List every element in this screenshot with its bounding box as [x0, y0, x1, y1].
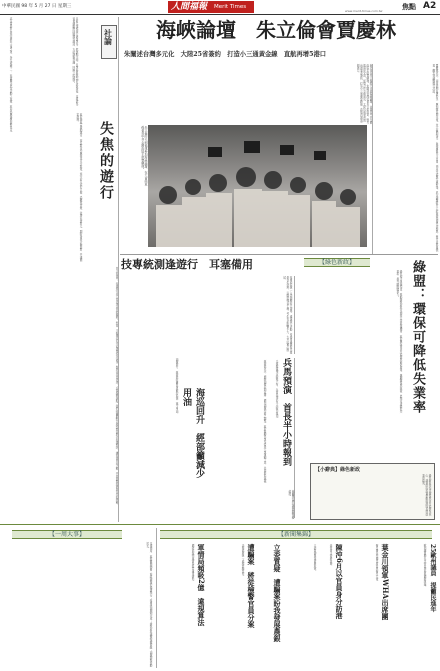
- green-headline: 綠盟：環保可降低失業率: [410, 260, 425, 414]
- section-label: 焦點: [402, 2, 416, 11]
- date-line: 中華民國 98 年 5 月 27 日 星期三: [2, 4, 72, 9]
- main-headline: 海峽論壇 朱立倫會賈慶林: [156, 18, 396, 42]
- bottom-top-rule: [0, 524, 440, 525]
- brief-1: 軍情局頻吸2億 違規算法: [197, 544, 206, 626]
- mid-divider: [294, 358, 295, 518]
- left-edge-text: 北京當局對台遊行將近十萬之眾，各方評論不一，社會關注此次活動之成效，政府亦應審慎面對民意。: [9, 17, 12, 134]
- brief-3: 立委質疑 遭騙案盼我發展農銀: [273, 544, 282, 642]
- brief-4: 陳沖6月以官員身分訪港: [335, 544, 344, 619]
- mid-body-left: 油價回升，經濟部呼籲民眾節約能源，減少用油。: [175, 358, 178, 416]
- mid-body-center: 經濟部表示，國際油價近期反彈，國內油價亦隨之調整。政府鼓勵民眾多搭乘大眾運輸工具，共同節能減碳。: [263, 360, 266, 485]
- brief-2: 遭騙案 將從檢警官員分案: [247, 544, 256, 628]
- green-body: 綠色和平組織指出，推動綠色新政可創造大量就業機會，政府應投資再生能源與節能產業，兼顧環保與經濟。此舉可望降低失業率，提升國際競爭力。: [395, 270, 402, 413]
- dictionary-box: [310, 463, 435, 520]
- page-number: A2: [423, 1, 437, 11]
- center-body-upper: 新北市長朱立倫昨天出席海峽論壇，並會見中共全國政協主席賈慶林。朱闡述台灣社會多元化特質，雙方就兩岸交流、經貿合作交換意見。大陸25個省市與台灣業者簽約，打造小三通黃金路線，直航再增加5個港口。: [356, 64, 372, 124]
- green-tag: 【綠色新政】: [304, 258, 370, 267]
- brief-2-body: 法務部將統一處理詐騙案件。: [241, 544, 244, 578]
- protest-divider: [294, 276, 295, 354]
- editorial-title: 失焦的遊行: [98, 121, 114, 201]
- forecast-headline: 兵馬預演 首長半小時報到: [281, 358, 291, 466]
- editorial-badge: [101, 25, 117, 59]
- logo-en: Merit Times: [214, 4, 247, 10]
- week-tag: 【一周大事】: [12, 530, 122, 539]
- brief-1-body: 國防部說明軍情局經費運用情形。: [191, 544, 194, 583]
- brief-6: 25歐州議員 提籲民進年: [429, 544, 436, 613]
- right-body-upper: 賈慶林表示，兩岸同胞血濃於水，應加強民間往來。朱立倫則指出，台灣重視民主自由，兩岸交流應互惠對等。此次論壇吸引大批台灣基層代表參與，雙方並就農漁業、觀光等議題進行洽談。: [431, 64, 438, 252]
- editorial-body-3: 民主社會中，集會遊行是人民表達意見的權利。然而，主辦單位若未能清楚設定訴求，參與者各自表述，反而模糊焦點。我們呼籲朝野以理性對話取代街頭對抗，讓社會回到正軌，共同面對經濟與民生的挑戰。: [115, 267, 118, 507]
- crowd-illustration: [148, 125, 367, 247]
- bottom-divider: [156, 528, 157, 668]
- center-right-divider: [372, 64, 373, 254]
- mid-body-right: 兵棋推演預定時程公布，各首長須於半小時內報到。: [275, 360, 278, 420]
- brief-5: 葉金川領軍WHA出席團: [381, 544, 390, 620]
- brief-5-body: 衛生署長率團出席世界衛生大會。: [375, 544, 378, 583]
- news-tag: 【新聞集錦】: [160, 530, 432, 539]
- protest-headline: 技專統測逢遊行 耳塞備用: [121, 258, 253, 271]
- masthead-rule: [0, 14, 440, 15]
- protest-body: 技專校院統一入學測驗昨天登場，適逢遊行活動，考場周邊備有耳塞供考生使用，以降低噪音干擾。考生表示影響不大，大多能專心應試。: [282, 276, 292, 354]
- editorial-badge-text: 社論: [103, 29, 114, 45]
- dictionary-body: 綠色新政是指以環保與再生能源為核心，透過政府投資帶動經濟成長與就業的政策。: [421, 474, 431, 516]
- headline-subtitle: 朱闡述台灣多元化 大陸25省簽約 打造小三通黃金線 直航再增5港口: [124, 51, 327, 58]
- protest-top-rule: [120, 254, 438, 255]
- editorial-block: [12, 17, 118, 522]
- brief-4-body: 金管會主委將訪港。: [329, 544, 332, 568]
- editorial-divider: [118, 17, 119, 522]
- photo-caption: 朱立倫昨天到福建參加海峽論壇，在大會結束後會見中共全國政協主席賈慶林。: [140, 126, 148, 186]
- masthead: [0, 0, 440, 14]
- coast-headline: 海巡回升 經部籲減少用油: [181, 388, 204, 478]
- logo: [168, 1, 254, 13]
- website: www.merit-times.com.tw: [345, 9, 383, 13]
- dictionary-tag: 【小辭典】綠色新政: [315, 467, 361, 473]
- mid-body-lower: 相關單位將持續追蹤後續發展。: [287, 490, 294, 519]
- editorial-body-2: 政府施政需廣納建言，而反對者亦應提出可行對策。遊行若只流於口號，恐難收實效，徒增社會對立。期盼各界冷靜面對，共謀國家發展。: [75, 113, 82, 262]
- news-photo: [148, 125, 367, 247]
- editorial-body-1: 日前大規模遊行訴求眾多，然焦點不明，民眾參與熱烈卻各說各話。本報認為，社會運動應回歸理性論述，方能凝聚共識，回應公民期待。: [71, 17, 78, 108]
- brief-3-body: 立委質詢農業發展政策。: [313, 544, 316, 573]
- week-body: 本週兩岸、政經要聞摘要：海峽論壇於福建舉行；技專統測順利完成；綠色新政議題持續發酵；油價調整牽動民生。: [145, 542, 152, 667]
- brief-6-body: 歐洲議員聯名支持台灣參與國際組織。: [423, 544, 426, 589]
- logo-text: 人間福報: [171, 2, 208, 12]
